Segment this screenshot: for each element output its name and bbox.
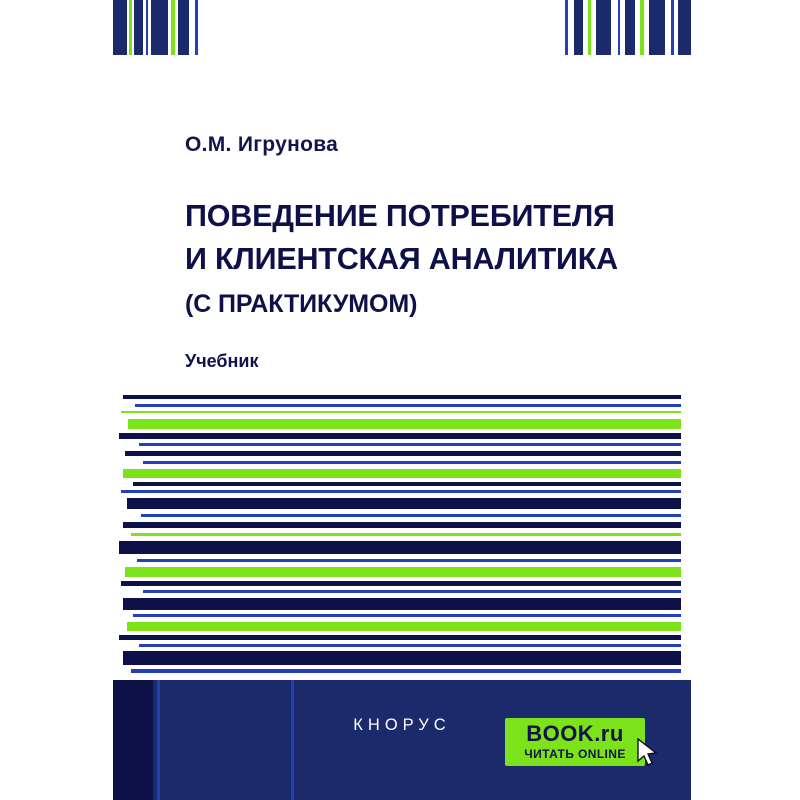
- artwork-stripe: [123, 395, 681, 399]
- top-band-stripe: [171, 0, 175, 55]
- bookru-badge-subtitle: ЧИТАТЬ ONLINE: [524, 747, 626, 761]
- top-band-stripe: [146, 0, 148, 55]
- artwork-stripe: [139, 644, 681, 647]
- book-kind-label: Учебник: [185, 351, 259, 371]
- artwork-stripe: [123, 469, 681, 478]
- stripe-artwork: [113, 385, 691, 680]
- top-band-stripe: [195, 0, 198, 55]
- top-band-stripe: [134, 0, 143, 55]
- top-band-stripe: [678, 0, 691, 55]
- artwork-stripe: [128, 419, 681, 429]
- artwork-stripe: [123, 522, 681, 528]
- bookru-badge[interactable]: [505, 718, 645, 766]
- top-band-stripe: [618, 0, 620, 55]
- top-band-stripe: [129, 0, 132, 55]
- top-band-stripe: [565, 0, 568, 55]
- artwork-stripe: [133, 614, 681, 617]
- artwork-stripe: [131, 669, 681, 673]
- book-title-line-2: И КЛИЕНТСКАЯ АНАЛИТИКА: [185, 242, 618, 277]
- artwork-stripe: [125, 567, 681, 577]
- artwork-stripe: [143, 590, 681, 593]
- top-band-stripe: [640, 0, 644, 55]
- artwork-stripe: [123, 651, 681, 665]
- book-subtitle: (С ПРАКТИКУМОМ): [185, 290, 418, 318]
- artwork-stripe: [141, 514, 681, 517]
- artwork-stripe: [127, 622, 681, 631]
- publisher-block-stripe: [291, 680, 294, 800]
- publisher-block-stripe: [157, 680, 160, 800]
- mouse-cursor-icon: [637, 738, 659, 768]
- top-band-stripe: [178, 0, 189, 55]
- book-title: [185, 195, 685, 282]
- publisher-block-stripe: [113, 680, 153, 800]
- artwork-stripe: [121, 411, 681, 413]
- top-band-stripe: [574, 0, 583, 55]
- artwork-stripe: [133, 482, 681, 486]
- artwork-stripe: [119, 433, 681, 439]
- artwork-stripe: [143, 461, 681, 464]
- top-band-stripe: [625, 0, 635, 55]
- top-band-stripe: [649, 0, 665, 55]
- top-band-stripe: [671, 0, 674, 55]
- top-band-stripe: [113, 0, 127, 55]
- artwork-stripe: [121, 490, 681, 493]
- top-band-stripe: [596, 0, 611, 55]
- top-band-stripe: [151, 0, 168, 55]
- publisher-block-stripe: [165, 680, 285, 800]
- artwork-stripe: [139, 443, 681, 446]
- artwork-stripe: [135, 404, 681, 407]
- top-band-stripe: [588, 0, 591, 55]
- artwork-stripe: [119, 635, 681, 640]
- artwork-stripe: [125, 451, 681, 456]
- bookru-badge-title: BOOK.ru: [526, 721, 624, 746]
- top-stripe-band: [113, 0, 691, 55]
- artwork-stripe: [131, 533, 681, 536]
- book-author: О.М. Игрунова: [185, 133, 339, 156]
- artwork-stripe: [123, 598, 681, 610]
- book-title-line-1: ПОВЕДЕНИЕ ПОТРЕБИТЕЛЯ: [185, 199, 615, 233]
- artwork-stripe: [119, 541, 681, 554]
- publisher-name: КНОРУС: [353, 716, 451, 734]
- artwork-stripe: [127, 498, 681, 509]
- artwork-stripe: [137, 559, 681, 562]
- artwork-stripe: [121, 581, 681, 586]
